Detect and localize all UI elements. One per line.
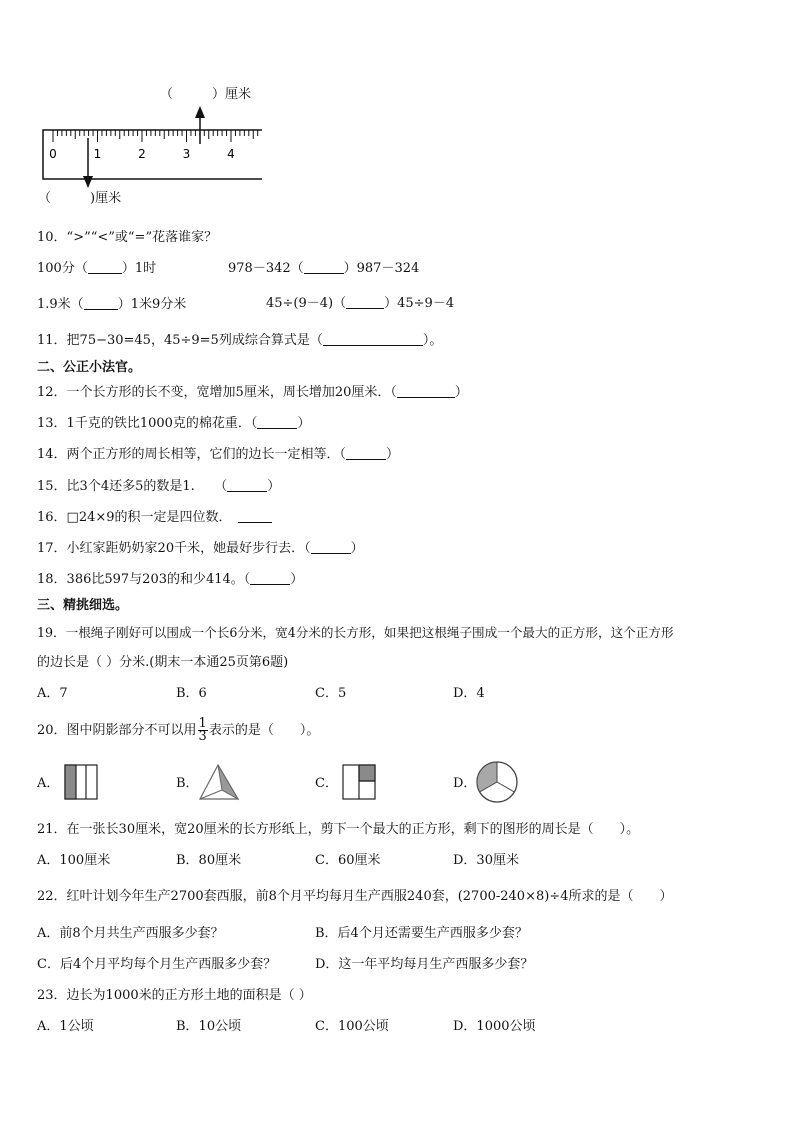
q16: 16．□24×9的积一定是四位数． [37,510,272,526]
ruler-bottom-label: （ )厘米 [38,191,122,206]
q19-option-d[interactable]: D．4 [453,686,485,701]
q19-line1: 19．一根绳子刚好可以围成一个长6分米，宽4分米的长方形，如果把这根绳子围成一个最大的正方形，这个正方形 [37,625,674,640]
q10-item-c: 1.9米（ ）1米9分米 [37,297,187,312]
q22-stem: 22．红叶计划今年生产2700套西服，前8个月平均每月生产西服240套，(2700-240×8)÷4所求的是（ ） [37,889,673,904]
ruler-tick-label: 0 [49,147,57,161]
down-arrow-head [83,176,93,188]
answer-blank[interactable] [250,572,290,585]
answer-blank[interactable] [257,416,297,429]
q20-option-b-label[interactable]: B． [176,776,199,791]
section-2-heading: 二、公正小法官。 [37,360,142,375]
ruler-figure [35,100,275,200]
q12: 12．一个长方形的长不变，宽增加5厘米，周长增加20厘米．（ ） [37,385,468,400]
section-3-heading: 三、精挑细选。 [37,598,129,613]
q20-figure-a [64,764,98,800]
ruler-top-label: （ ）厘米 [160,87,252,102]
ruler-tick-label: 2 [138,147,146,161]
q20-option-a-label[interactable]: A． [37,776,60,791]
q10-item-d: 45÷(9－4)（ ）45÷9－4 [266,296,455,311]
answer-blank[interactable] [227,479,267,492]
q19-option-c[interactable]: C．5 [315,686,347,701]
q10-item-a: 100分（ ）1时 [37,261,157,276]
q20-figure-b [198,762,242,802]
q15: 15．比3个4还多5的数是1. （ ） [37,479,281,494]
up-arrow-head [195,106,205,118]
answer-blank[interactable] [311,541,351,554]
q22-option-a[interactable]: A．前8个月共生产西服多少套？ [37,926,224,941]
q23-option-c[interactable]: C．100公顷 [315,1019,389,1034]
q22-option-b[interactable]: B．后4个月还需要生产西服多少套？ [315,926,528,941]
answer-blank[interactable] [346,296,384,309]
q21-stem: 21．在一张长30厘米，宽20厘米的长方形纸上，剪下一个最大的正方形，剩下的图形的周长是（ ）。 [37,822,640,837]
q23-option-b[interactable]: B．10公顷 [176,1019,242,1034]
q21-option-c[interactable]: C．60厘米 [315,853,381,868]
q21-option-d[interactable]: D．30厘米 [453,853,519,868]
q19-line2: 的边长是（ ）分米.(期末一本通25页第6题) [37,655,289,670]
q13: 13．1千克的铁比1000克的棉花重．（ ） [37,416,311,431]
ruler-tick-label: 4 [227,147,235,161]
fraction-one-third: $\frac{1}{3}$ [198,716,207,744]
q18: 18．386比597与203的和少414。（ ） [37,572,304,587]
q14: 14．两个正方形的周长相等，它们的边长一定相等．（ ） [37,447,400,462]
q10-stem: 10．“>”“<”或“=”花落谁家？ [37,230,218,245]
q21-option-b[interactable]: B．80厘米 [176,853,242,868]
q10-item-b: 978－342（ ）987－324 [228,261,420,276]
q17: 17．小红家距奶奶家20千米，她最好步行去．（ ） [37,541,364,556]
q20-option-c-label[interactable]: C． [315,776,338,791]
q22-option-c[interactable]: C．后4个月平均每个月生产西服多少套？ [37,957,277,972]
answer-blank[interactable] [346,447,386,460]
q19-option-b[interactable]: B．6 [176,686,207,701]
q21-option-a[interactable]: A．100厘米 [37,853,111,868]
q23-stem: 23．边长为1000米的正方形土地的面积是（ ） [37,988,312,1003]
answer-blank[interactable] [238,510,272,523]
q23-option-a[interactable]: A．1公顷 [37,1019,94,1034]
q20-stem: 20．图中阴影部分不可以用 $\frac{1}{3}$ 表示的是（ ）。 [37,716,320,744]
q23-option-d[interactable]: D．1000公顷 [453,1019,536,1034]
q11: 11．把75−30=45，45÷9=5列成综合算式是（ ）。 [37,333,443,348]
q20-figure-d [475,760,519,804]
answer-blank[interactable] [88,261,122,274]
q22-option-d[interactable]: D．这一年平均每月生产西服多少套？ [315,957,534,972]
answer-blank[interactable] [397,385,455,398]
q19-option-a[interactable]: A．7 [37,686,68,701]
answer-blank[interactable] [323,333,423,346]
ruler-tick-label: 3 [182,147,191,161]
ruler-tick-label: 1 [93,147,102,161]
answer-blank[interactable] [84,297,118,310]
answer-blank[interactable] [304,261,344,274]
q20-option-d-label[interactable]: D． [453,776,477,791]
q20-figure-c [342,764,376,800]
